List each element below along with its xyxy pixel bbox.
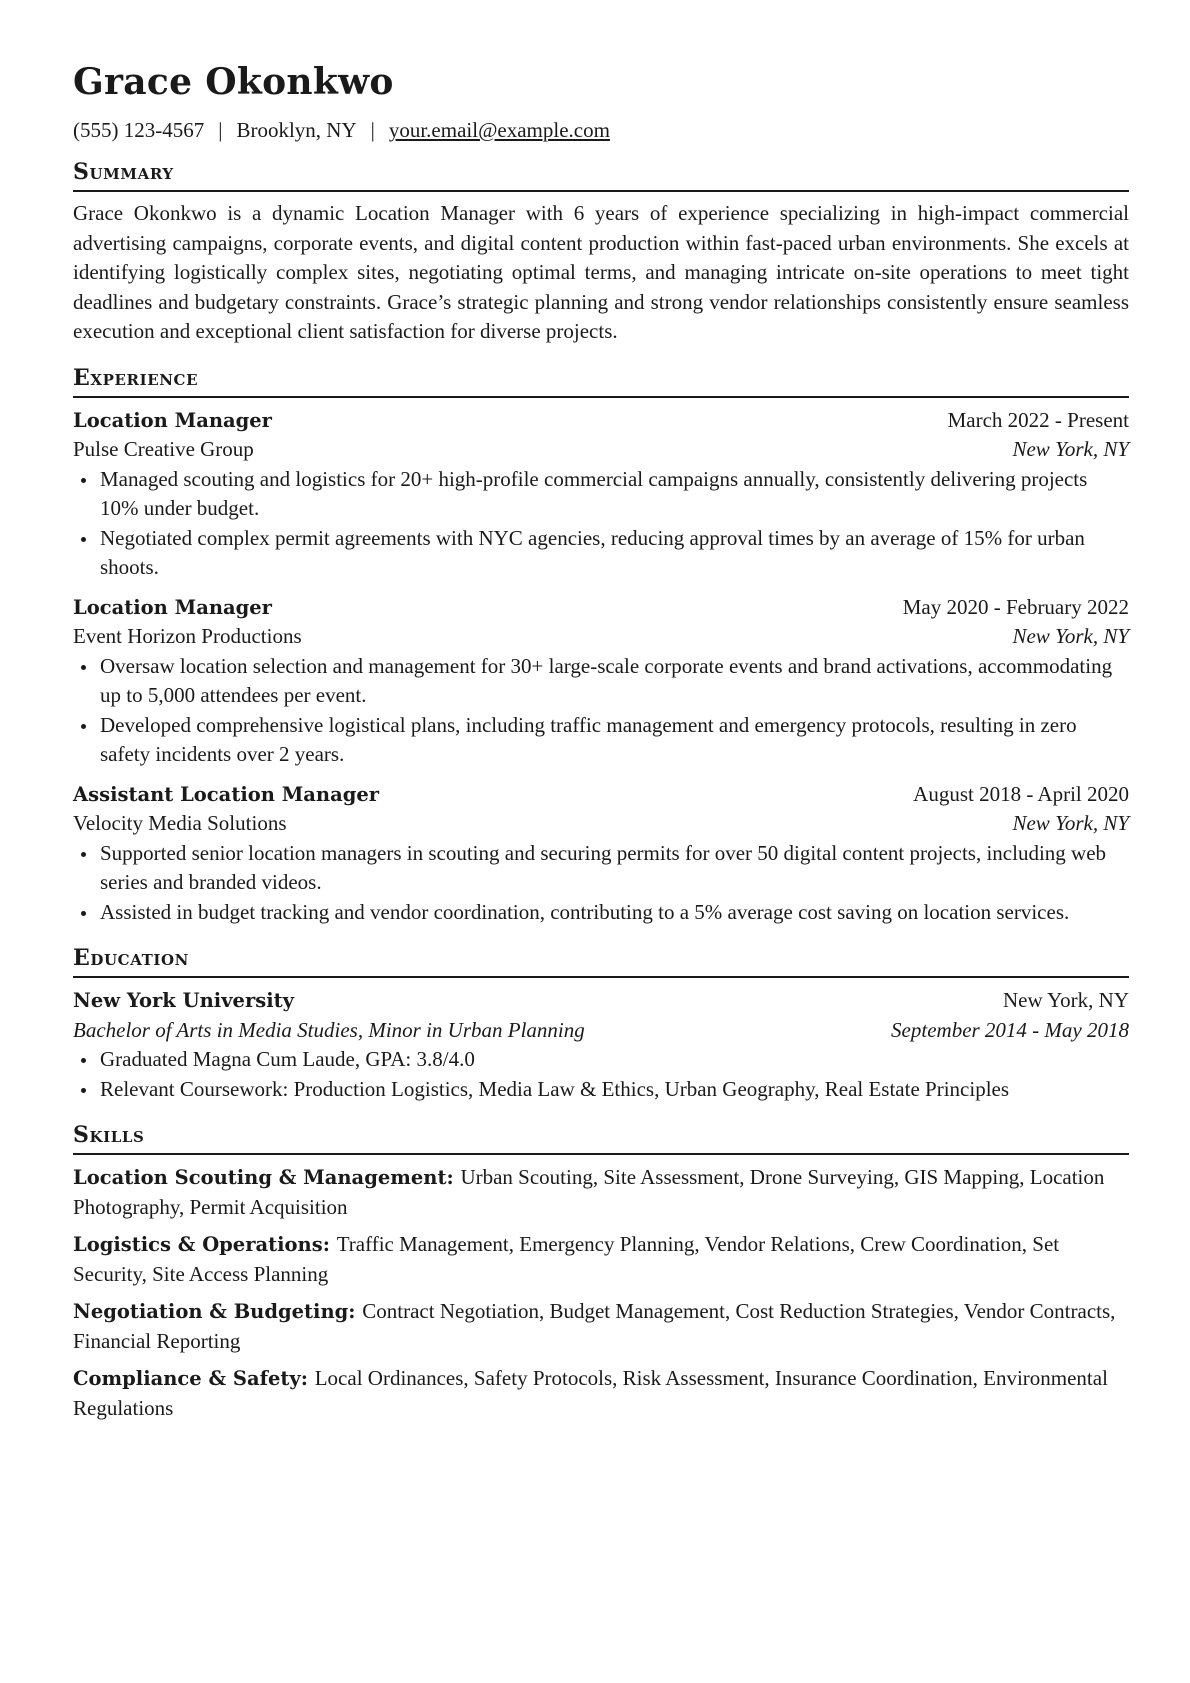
education-entry bbox=[73, 986, 1129, 1104]
bullet-item: Negotiated complex permit agreements with NYC agencies, reducing approval times by an average of 15% for urban shoots. bbox=[73, 524, 1129, 583]
school-name: New York University bbox=[73, 989, 294, 1012]
degree: Bachelor of Arts in Media Studies, Minor in Urban Planning bbox=[73, 1017, 585, 1042]
separator: | bbox=[370, 118, 375, 142]
contact-line bbox=[73, 116, 1129, 144]
job-bullets bbox=[73, 465, 1129, 583]
skill-label: Compliance & Safety: bbox=[73, 1367, 315, 1390]
job-entry bbox=[73, 406, 1129, 583]
education-dates: September 2014 - May 2018 bbox=[891, 1017, 1129, 1042]
skill-label: Negotiation & Budgeting: bbox=[73, 1300, 363, 1323]
job-company: Velocity Media Solutions bbox=[73, 811, 287, 835]
bullet-item: Supported senior location managers in scouting and securing permits for over 50 digital content projects, including web series and branded videos. bbox=[73, 839, 1129, 898]
job-location: New York, NY bbox=[1012, 437, 1129, 461]
education-section bbox=[73, 944, 1129, 1104]
resume-page bbox=[73, 60, 1129, 1423]
job-dates: May 2020 - February 2022 bbox=[902, 594, 1129, 619]
skill-label: Logistics & Operations: bbox=[73, 1233, 337, 1256]
job-role: Location Manager bbox=[73, 408, 272, 432]
section-title-experience: Experience bbox=[73, 364, 1129, 398]
section-title-skills: Skills bbox=[73, 1121, 1129, 1155]
job-dates: August 2018 - April 2020 bbox=[913, 781, 1129, 806]
skill-group bbox=[73, 1163, 1129, 1222]
separator: | bbox=[218, 118, 223, 142]
bullet-item: Graduated Magna Cum Laude, GPA: 3.8/4.0 bbox=[73, 1045, 1129, 1075]
skills-section bbox=[73, 1121, 1129, 1423]
experience-section bbox=[73, 364, 1129, 928]
job-company: Event Horizon Productions bbox=[73, 624, 302, 648]
skill-label: Location Scouting & Management: bbox=[73, 1166, 461, 1189]
bullet-item: Oversaw location selection and management for 30+ large-scale corporate events and brand activations, accommodating up to 5,000 attendees per event. bbox=[73, 652, 1129, 711]
skill-group bbox=[73, 1297, 1129, 1356]
job-entry bbox=[73, 780, 1129, 928]
summary-text: Grace Okonkwo is a dynamic Location Manager with 6 years of experience specializing in high-impact commercial advertising campaigns, corporate events, and digital content production within fast-paced urban environments. She excels at identifying logistically complex sites, negotiating optimal terms, and managing intricate on-site operations to meet tight deadlines and budgetary constraints. Grace’s strategic planning and strong vendor relationships consistently ensure seamless execution and exceptional client satisfaction for diverse projects. bbox=[73, 201, 1129, 343]
skill-items: Urban Scouting, Site Assessment, Drone Surveying, GIS Mapping, Location Photography, Permit Acquisition bbox=[73, 1165, 1105, 1219]
skill-items: Traffic Management, Emergency Planning, Vendor Relations, Crew Coordination, Set Security, Site Access Planning bbox=[73, 1232, 1060, 1286]
bullet-item: Assisted in budget tracking and vendor coordination, contributing to a 5% average cost saving on location services. bbox=[73, 898, 1129, 928]
summary-section bbox=[73, 158, 1129, 347]
bullet-item: Managed scouting and logistics for 20+ high-profile commercial campaigns annually, consistently delivering projects 10% under budget. bbox=[73, 465, 1129, 524]
job-location: New York, NY bbox=[1012, 624, 1129, 648]
section-title-education: Education bbox=[73, 944, 1129, 978]
skill-group bbox=[73, 1364, 1129, 1423]
skill-items: Local Ordinances, Safety Protocols, Risk Assessment, Insurance Coordination, Environmental Regulations bbox=[73, 1366, 1108, 1420]
section-title-summary: Summary bbox=[73, 158, 1129, 192]
school-location: New York, NY bbox=[1002, 988, 1129, 1012]
job-role: Assistant Location Manager bbox=[73, 782, 380, 806]
candidate-name: Grace Okonkwo bbox=[73, 61, 394, 103]
education-bullets bbox=[73, 1045, 1129, 1104]
location: Brooklyn, NY bbox=[236, 118, 357, 142]
bullet-item: Developed comprehensive logistical plans, including traffic management and emergency protocols, resulting in zero safety incidents over 2 years. bbox=[73, 711, 1129, 770]
skill-group bbox=[73, 1230, 1129, 1289]
phone: (555) 123-4567 bbox=[73, 118, 205, 142]
email-link[interactable]: your.email@example.com bbox=[388, 118, 610, 142]
bullet-item: Relevant Coursework: Production Logistics, Media Law & Ethics, Urban Geography, Real Estate Principles bbox=[73, 1075, 1129, 1105]
job-entry bbox=[73, 593, 1129, 770]
skill-items: Contract Negotiation, Budget Management, Cost Reduction Strategies, Vendor Contracts, Financial Reporting bbox=[73, 1299, 1116, 1353]
job-dates: March 2022 - Present bbox=[947, 407, 1129, 432]
job-bullets bbox=[73, 839, 1129, 928]
job-location: New York, NY bbox=[1012, 811, 1129, 835]
job-bullets bbox=[73, 652, 1129, 770]
job-company: Pulse Creative Group bbox=[73, 437, 254, 461]
job-role: Location Manager bbox=[73, 595, 272, 619]
